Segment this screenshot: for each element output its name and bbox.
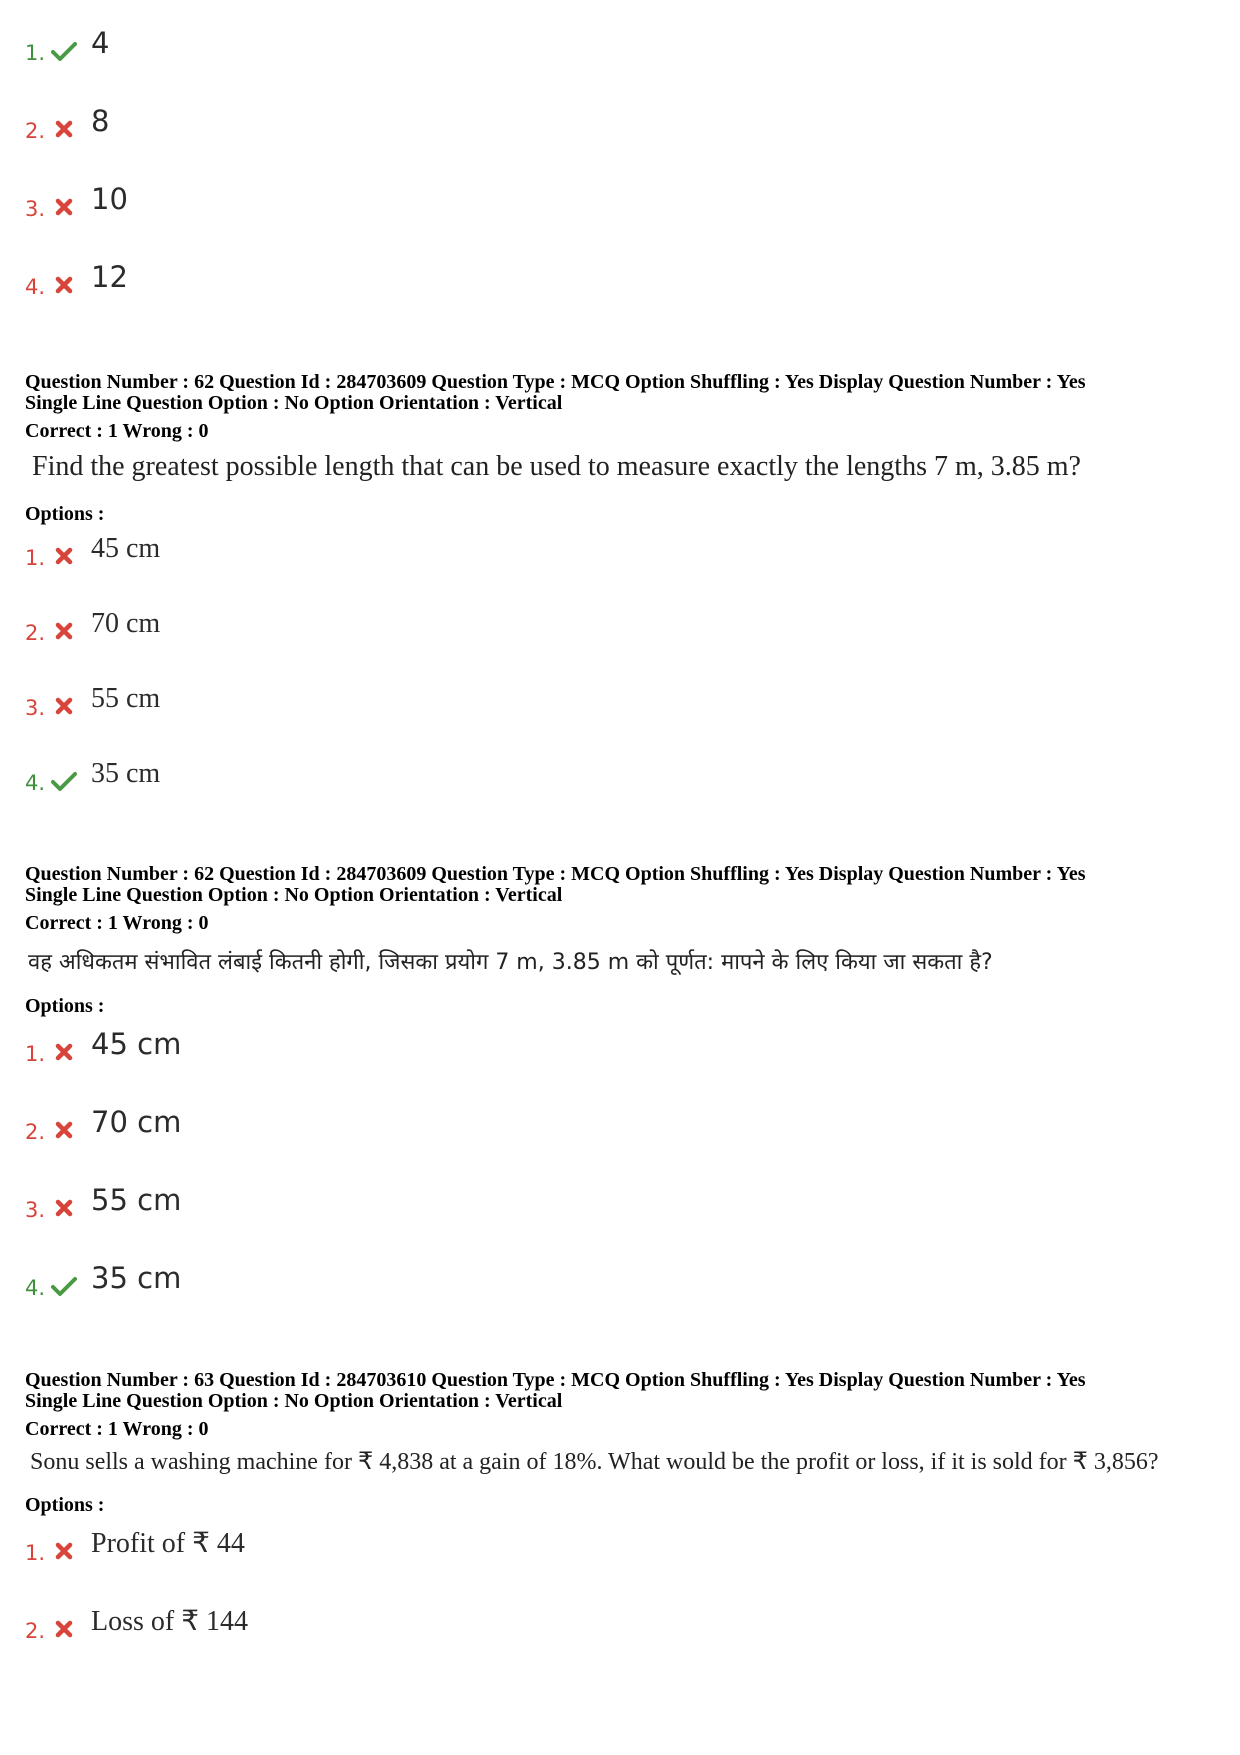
question-text: वह अधिकतम संभावित लंबाई कितनी होगी, जिसका प्रयोग 7 m, 3.85 m को पूर्णत: मापने के लिए किया जा सकता है? xyxy=(28,950,993,975)
question-text: Sonu sells a washing machine for ₹ 4,838 at a gain of 18%. What would be the profit or loss, if it is sold for ₹ 3,856? xyxy=(30,1449,1159,1475)
option-text: 35 cm xyxy=(91,1261,182,1295)
check-icon xyxy=(51,770,77,792)
check-icon xyxy=(51,1275,77,1297)
question-text: Find the greatest possible length that can be used to measure exactly the lengths 7 m, 3.85 m? xyxy=(32,451,1081,482)
cross-icon xyxy=(51,545,77,567)
cross-icon xyxy=(51,695,77,717)
question-score: Correct : 1 Wrong : 0 xyxy=(25,912,209,934)
option-text: 55 cm xyxy=(91,683,161,714)
option-number: 1. xyxy=(25,1042,46,1066)
options-label: Options : xyxy=(25,1494,105,1516)
option-text: 45 cm xyxy=(91,1027,182,1061)
cross-icon xyxy=(51,1618,77,1640)
question-meta-line2: Single Line Question Option : No Option Orientation : Vertical xyxy=(25,392,563,414)
question-meta-line1: Question Number : 63 Question Id : 284703610 Question Type : MCQ Option Shuffling : Yes Display Question Number : Yes xyxy=(25,1369,1086,1391)
question-meta-line1: Question Number : 62 Question Id : 284703609 Question Type : MCQ Option Shuffling : Yes Display Question Number : Yes xyxy=(25,863,1086,885)
cross-icon xyxy=(51,1197,77,1219)
question-score: Correct : 1 Wrong : 0 xyxy=(25,420,209,442)
option-number: 3. xyxy=(25,696,46,720)
option-number: 3. xyxy=(25,1198,46,1222)
option-number: 4. xyxy=(25,771,46,795)
option-text: 70 cm xyxy=(91,1105,182,1139)
option-number: 4. xyxy=(25,1276,46,1300)
option-number: 1. xyxy=(25,1541,46,1565)
cross-icon xyxy=(51,274,77,296)
option-number: 1. xyxy=(25,546,46,570)
option-number: 2. xyxy=(25,119,46,143)
option-text: 8 xyxy=(91,104,110,138)
option-text: 45 cm xyxy=(91,533,161,564)
option-text: Profit of ₹ 44 xyxy=(91,1528,245,1559)
option-text: Loss of ₹ 144 xyxy=(91,1606,249,1637)
option-number: 4. xyxy=(25,275,46,299)
cross-icon xyxy=(51,1540,77,1562)
option-text: 55 cm xyxy=(91,1183,182,1217)
cross-icon xyxy=(51,196,77,218)
options-label: Options : xyxy=(25,995,105,1017)
option-number: 1. xyxy=(25,41,46,65)
cross-icon xyxy=(51,620,77,642)
option-text: 12 xyxy=(91,260,128,294)
option-number: 2. xyxy=(25,1120,46,1144)
option-number: 2. xyxy=(25,621,46,645)
cross-icon xyxy=(51,1041,77,1063)
question-meta-line2: Single Line Question Option : No Option Orientation : Vertical xyxy=(25,884,563,906)
option-number: 3. xyxy=(25,197,46,221)
options-label: Options : xyxy=(25,503,105,525)
option-number: 2. xyxy=(25,1619,46,1643)
option-text: 70 cm xyxy=(91,608,161,639)
question-score: Correct : 1 Wrong : 0 xyxy=(25,1418,209,1440)
cross-icon xyxy=(51,1119,77,1141)
question-meta-line2: Single Line Question Option : No Option Orientation : Vertical xyxy=(25,1390,563,1412)
question-meta-line1: Question Number : 62 Question Id : 284703609 Question Type : MCQ Option Shuffling : Yes Display Question Number : Yes xyxy=(25,371,1086,393)
option-text: 4 xyxy=(91,26,110,60)
option-text: 10 xyxy=(91,182,128,216)
check-icon xyxy=(51,40,77,62)
option-text: 35 cm xyxy=(91,758,161,789)
cross-icon xyxy=(51,118,77,140)
